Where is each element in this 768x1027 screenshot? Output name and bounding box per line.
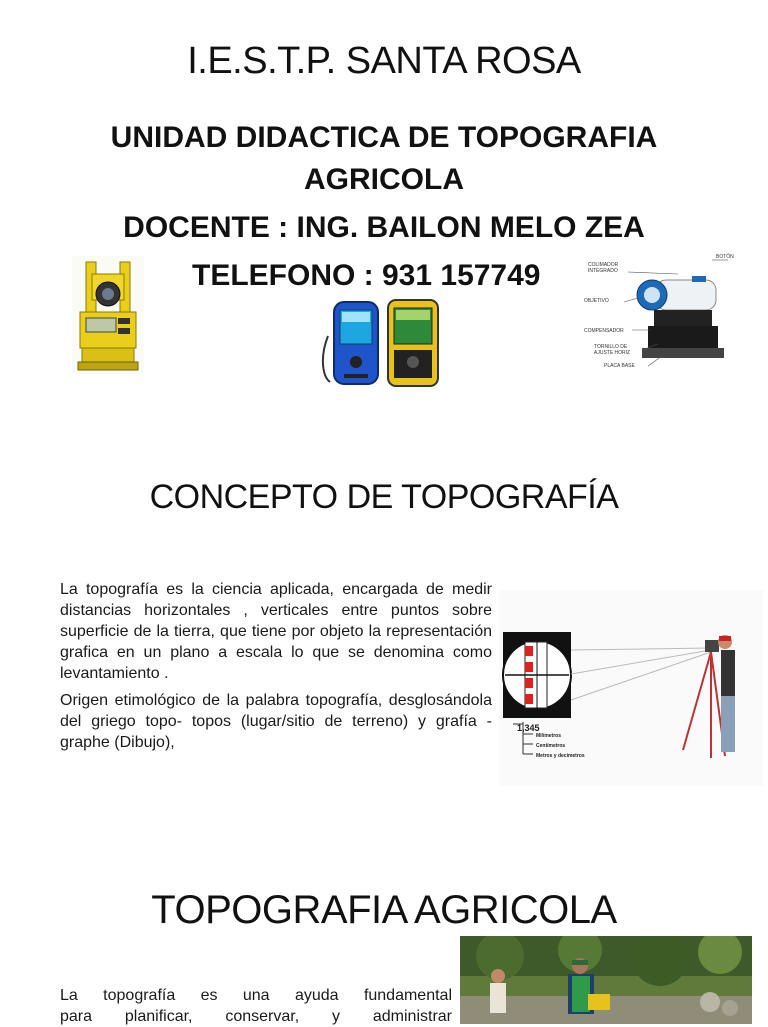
page-title: I.E.S.T.P. SANTA ROSA: [187, 40, 581, 82]
level-label-screw: TORNILLO DE AJUSTE HORIZ: [594, 344, 631, 356]
level-label-compensator: COMPENSADOR: [584, 328, 624, 334]
legend-millimeters: Milímetros: [536, 733, 562, 739]
level-label-base-plate: PLACA BASE: [604, 363, 635, 369]
unit-title-line1: UNIDAD DIDACTICA DE TOPOGRAFIA: [110, 121, 658, 154]
agri-text: [60, 985, 452, 1027]
gps-devices-image: [318, 296, 446, 388]
phone-number: TELEFONO : 931 157749: [192, 259, 541, 292]
agri-paragraph-line-2: para planificar, conservar, y administrar: [60, 1008, 452, 1025]
level-label-objective: OBJETIVO: [584, 298, 609, 304]
field-survey-photo: [460, 936, 752, 1024]
rod-reading: 1,345: [517, 723, 540, 733]
teacher-name: DOCENTE : ING. BAILON MELO ZEA: [123, 211, 645, 244]
level-label-button: BOTÓN: [716, 254, 734, 260]
level-label-collimator: COLIMADOR INTEGRADO: [588, 262, 619, 274]
agricultural-topography-title: TOPOGRAFIA AGRICOLA: [151, 888, 617, 932]
legend-meters: Metros y decímetros: [536, 753, 585, 759]
agri-paragraph-line-1: La topografía es una ayuda fundamental: [60, 987, 452, 1004]
legend-centimeters: Centímetros: [536, 743, 566, 749]
theodolite-image: [72, 256, 144, 374]
concept-paragraph-1: La topografía es la ciencia aplicada, encargada de medir distancias horizontales , verticales entre puntos sobre superficie de la tierra, que tiene por objeto la representación grafica en un plano a escala lo que se denomina como levantamiento .: [60, 581, 492, 682]
concept-title: CONCEPTO DE TOPOGRAFÍA: [149, 478, 619, 516]
concept-paragraph-2: Origen etimológico de la palabra topografía, desglosándola del griego topo- topos (lugar/sitio de terreno) y grafía - graphe (Dibujo),: [60, 692, 492, 751]
unit-title-line2: AGRICOLA: [304, 163, 464, 196]
concept-text: [60, 579, 492, 759]
